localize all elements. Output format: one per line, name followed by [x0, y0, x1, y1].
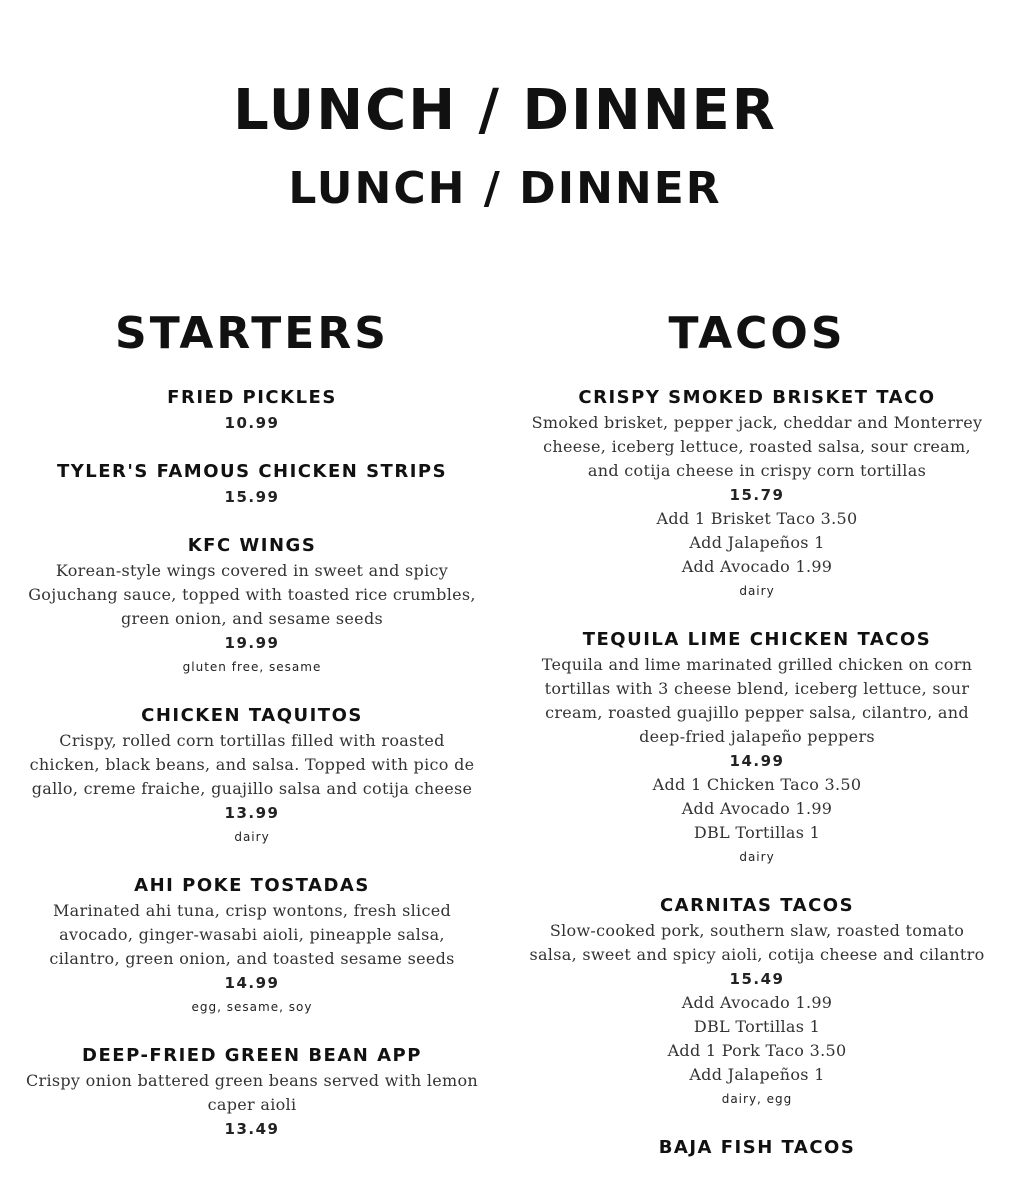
menu-item-name: KFC WINGS	[187, 535, 317, 556]
menu-item-name: BAJA FISH TACOS	[658, 1137, 856, 1158]
tacos-list	[527, 385, 987, 1161]
tacos-column	[527, 305, 987, 1185]
section-title-tacos: TACOS	[668, 308, 846, 359]
menu-item-dietary-tags: gluten free, sesame	[182, 660, 322, 674]
menu-item-addon: Add Jalapeños 1	[689, 1065, 825, 1084]
menu-item-description: Slow-cooked pork, southern slaw, roasted tomato salsa, sweet and spicy aioli, cotija cheese and cilantro	[529, 921, 985, 964]
menu-item-dietary-tags: dairy	[739, 850, 775, 864]
menu-item-price: 13.49	[224, 1120, 280, 1138]
menu-item-price: 14.99	[224, 974, 280, 992]
menu-item-name: CARNITAS TACOS	[659, 895, 855, 916]
menu-item-price: 15.99	[224, 488, 280, 506]
menu-item-name: TEQUILA LIME CHICKEN TACOS	[582, 629, 932, 650]
menu-item-dietary-tags: dairy, egg	[721, 1092, 793, 1106]
menu-item-price: 14.99	[729, 752, 785, 770]
menu-item-addon: Add 1 Brisket Taco 3.50	[656, 509, 858, 528]
menu-item	[527, 385, 987, 603]
menu-item-dietary-tags: dairy	[234, 830, 270, 844]
page-subtitle: LUNCH / DINNER	[288, 163, 722, 214]
section-title-starters: STARTERS	[115, 308, 389, 359]
menu-item	[527, 1135, 987, 1161]
menu-item-description: Marinated ahi tuna, crisp wontons, fresh sliced avocado, ginger-wasabi aioli, pineapple salsa, cilantro, green onion, and toasted sesame seeds	[49, 901, 455, 968]
menu-item-addon: Add Avocado 1.99	[681, 799, 833, 818]
menu-item-dietary-tags: egg, sesame, soy	[191, 1000, 313, 1014]
page-title: LUNCH / DINNER	[233, 78, 777, 143]
menu-item-addon: DBL Tortillas 1	[693, 1017, 821, 1036]
starters-list	[22, 385, 482, 1141]
menu-item-price: 19.99	[224, 634, 280, 652]
menu-item-dietary-tags: dairy	[739, 584, 775, 598]
menu-item-addon: Add Avocado 1.99	[681, 557, 833, 576]
menu-item-name: TYLER'S FAMOUS CHICKEN STRIPS	[56, 461, 448, 482]
menu-item	[22, 459, 482, 509]
menu-item-description: Tequila and lime marinated grilled chicken on corn tortillas with 3 cheese blend, iceberg lettuce, sour cream, roasted guajillo pepper salsa, cilantro, and deep-fried jalapeño peppers	[541, 655, 973, 746]
menu-item-addon: Add 1 Chicken Taco 3.50	[652, 775, 862, 794]
menu-item-price: 13.99	[224, 804, 280, 822]
menu-item-addon: DBL Tortillas 1	[693, 823, 821, 842]
starters-column	[22, 305, 482, 1165]
menu-item-description: Crispy onion battered green beans served with lemon caper aioli	[25, 1071, 479, 1114]
menu-item	[22, 385, 482, 435]
menu-item-addon: Add Avocado 1.99	[681, 993, 833, 1012]
menu-item-description: Crispy, rolled corn tortillas filled with roasted chicken, black beans, and salsa. Topped with pico de gallo, creme fraiche, guajillo salsa and cotija cheese	[29, 731, 475, 798]
menu-item	[527, 627, 987, 869]
menu-item-description: Korean-style wings covered in sweet and spicy Gojuchang sauce, topped with toasted rice crumbles, green onion, and sesame seeds	[28, 561, 476, 628]
menu-item-price: 10.99	[224, 414, 280, 432]
menu-item-addon: Add Jalapeños 1	[689, 533, 825, 552]
menu-item-name: FRIED PICKLES	[167, 387, 337, 408]
menu-item-price: 15.49	[729, 970, 785, 988]
menu-item-addon: Add 1 Pork Taco 3.50	[667, 1041, 847, 1060]
menu-item-name: CHICKEN TAQUITOS	[141, 705, 363, 726]
menu-item-price: 15.79	[729, 486, 785, 504]
menu-item	[22, 1043, 482, 1141]
menu-item	[22, 703, 482, 849]
menu-item-name: AHI POKE TOSTADAS	[134, 875, 370, 896]
menu-item-name: DEEP-FRIED GREEN BEAN APP	[82, 1045, 422, 1066]
menu-item	[527, 893, 987, 1111]
menu-item-name: CRISPY SMOKED BRISKET TACO	[578, 387, 936, 408]
menu-item-description: Smoked brisket, pepper jack, cheddar and Monterrey cheese, iceberg lettuce, roasted salsa, sour cream, and cotija cheese in crispy corn tortillas	[531, 413, 983, 480]
menu-item	[22, 533, 482, 679]
menu-item	[22, 873, 482, 1019]
